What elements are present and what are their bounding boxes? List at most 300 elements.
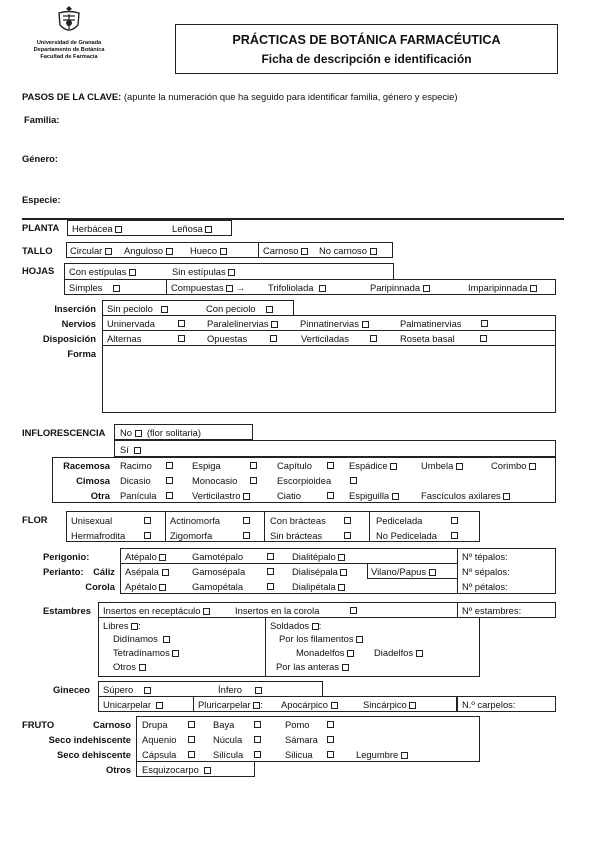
option-soldados[interactable]: Soldados : [270,620,322,631]
alternas-label: Alternas [107,333,142,344]
nucula-label: Núcula [213,734,243,745]
steps-line [22,92,457,101]
gamopetala-label: Gamopétala [192,581,244,592]
paripinnada-label: Paripinnada [370,282,421,293]
option-unicarpelar[interactable] [103,700,163,709]
unisexual-label: Unisexual [71,515,113,526]
racemosa-label: Racemosa [63,460,110,471]
option-pinnatinervias[interactable] [300,319,369,328]
planta-label: PLANTA [22,222,60,233]
option-gamotepalo[interactable] [192,552,243,561]
option-paralelinervias[interactable] [207,319,278,328]
verticiladas-checkbox[interactable] [370,335,377,342]
supero-checkbox[interactable] [144,687,151,694]
verticiladas-label: Verticiladas [301,333,349,344]
option-unisexual[interactable] [71,516,112,525]
university-name: Universidad de Granada [36,40,102,46]
option-capsula[interactable] [142,750,176,759]
monadelfos-checkbox[interactable] [347,650,354,657]
page-subtitle: Ficha de descripción e identificación [261,52,472,66]
didinamos-checkbox[interactable] [163,636,170,643]
dialitepalo-label: Dialitépalo [292,551,336,562]
imparipinnada-checkbox[interactable] [530,285,537,292]
panicula-label: Panícula [120,490,157,501]
uninervada-label: Uninervada [107,318,155,329]
dicasio-checkbox[interactable] [166,477,173,484]
insercion-label: Inserción [54,303,96,314]
option-didinamos[interactable] [113,634,170,643]
atepalo-checkbox[interactable] [159,554,166,561]
por-anteras-checkbox[interactable] [342,664,349,671]
university-crest-icon [55,5,83,35]
fasciculos-checkbox[interactable] [503,493,510,500]
option-opuestas[interactable] [207,334,247,343]
libres-checkbox[interactable] [131,623,138,630]
option-otros-estambres[interactable] [113,662,146,671]
option-hermafrodita[interactable] [71,531,125,540]
monocasio-checkbox[interactable] [250,477,257,484]
dialipetala-label: Dialipétala [292,581,336,592]
option-monocasio[interactable] [192,476,237,485]
unicarpelar-checkbox[interactable] [156,702,163,709]
option-actinomorfa[interactable] [170,516,220,525]
trifoliolada-checkbox[interactable] [319,285,326,292]
caliz-label: Cáliz [93,566,115,577]
otra-label: Otra [90,490,110,501]
especie-label: Especie: [22,194,61,205]
espiguilla-checkbox[interactable] [392,493,399,500]
no-carnoso-checkbox[interactable] [370,248,377,255]
ciatio-checkbox[interactable] [327,492,334,499]
option-libres[interactable]: Libres : [103,620,141,631]
silicula-label: Silícula [213,749,244,760]
option-espiga[interactable] [192,461,221,470]
por-filamentos-label: Por los filamentos [279,633,354,644]
con-estipulas-checkbox[interactable] [129,269,136,276]
compuestas-checkbox[interactable] [226,285,233,292]
drupa-checkbox[interactable] [188,721,195,728]
monocasio-label: Monocasio [192,475,238,486]
con-estipulas-label: Con estípulas [69,266,127,277]
infero-checkbox[interactable] [255,687,262,694]
steps-instruction: (apunte la numeración que ha seguido para identificar familia, género y especie) [123,91,458,102]
pomo-label: Pomo [285,719,310,730]
sin-peciolo-checkbox[interactable] [161,306,168,313]
option-zigomorfa[interactable] [170,531,212,540]
espiguilla-label: Espiguilla [349,490,390,501]
option-asepala[interactable] [125,567,169,576]
option-diadelfos[interactable] [374,648,423,657]
sin-bracteas-checkbox[interactable] [344,532,351,539]
espiga-checkbox[interactable] [250,462,257,469]
n-sepalos-label: Nº sépalos: [462,566,510,577]
asepala-label: Asépala [125,566,159,577]
familia-label: Familia: [24,114,60,125]
racimo-checkbox[interactable] [166,462,173,469]
drupa-label: Drupa [142,719,168,730]
option-verticilastro[interactable] [192,491,250,500]
option-supero[interactable] [103,685,151,694]
actinomorfa-label: Actinomorfa [170,515,221,526]
option-lenosa[interactable] [172,224,212,233]
forma-field[interactable] [102,345,556,413]
gamotepalo-label: Gamotépalo [192,551,244,562]
baya-label: Baya [213,719,235,730]
option-escorpioidea[interactable] [277,476,331,485]
n-tepalos-label: Nº tépalos: [462,551,508,562]
perigonio-label: Perigonio: [43,551,90,562]
gamopetala-checkbox[interactable] [267,583,274,590]
herbacea-label: Herbácea [72,223,113,234]
sin-peciolo-label: Sin peciolo [107,303,153,314]
no-pedicelada-label: No Pedicelada [376,530,437,541]
option-por-filamentos[interactable] [279,634,363,643]
capsula-checkbox[interactable] [188,751,195,758]
option-trifoliolada[interactable] [268,283,326,292]
con-bracteas-checkbox[interactable] [344,517,351,524]
con-peciolo-checkbox[interactable] [266,306,273,313]
option-ciatio[interactable] [277,491,301,500]
estambres-label: Estambres [43,605,91,616]
otros-estambres-checkbox[interactable] [139,664,146,671]
zigomorfa-label: Zigomorfa [170,530,213,541]
option-uninervada[interactable] [107,319,155,328]
n-estambres-label: Nº estambres: [462,605,522,616]
option-pedicelada[interactable] [376,516,422,525]
supero-label: Súpero [103,684,134,695]
title-box [175,24,558,74]
asepala-checkbox[interactable] [162,569,169,576]
paralelinervias-label: Paralelinervias [207,318,269,329]
option-no-carnoso[interactable] [319,246,377,255]
opuestas-label: Opuestas [207,333,248,344]
dicasio-label: Dicasio [120,475,151,486]
soldados-checkbox[interactable] [312,623,319,630]
aquenio-checkbox[interactable] [188,736,195,743]
panicula-checkbox[interactable] [166,492,173,499]
capsula-label: Cápsula [142,749,177,760]
infl-no-label: No [120,427,132,438]
esquizocarpo-label: Esquizocarpo [142,764,199,775]
umbela-checkbox[interactable] [456,463,463,470]
escorpioidea-checkbox[interactable] [350,477,357,484]
seco-indehiscente-label: Seco indehiscente [48,734,131,745]
diadelfos-label: Diadelfos [374,647,414,658]
department-name: Departamento de Botánica [33,47,105,53]
insertos-corola-checkbox[interactable] [350,607,357,614]
option-roseta[interactable] [400,334,455,343]
pedicelada-checkbox[interactable] [451,517,458,524]
perianto-label: Perianto: [43,566,84,577]
option-simples[interactable] [69,283,120,292]
nucula-checkbox[interactable] [254,736,261,743]
ciatio-label: Ciatio [277,490,301,501]
option-hueco[interactable] [190,246,227,255]
page-title: PRÁCTICAS DE BOTÁNICA FARMACÉUTICA [232,33,501,47]
option-samara[interactable] [285,735,318,744]
unisexual-checkbox[interactable] [144,517,151,524]
con-peciolo-label: Con peciolo [206,303,256,314]
option-imparipinnada[interactable] [468,283,537,292]
umbela-label: Umbela [421,460,454,471]
verticilastro-label: Verticilastro [192,490,241,501]
escorpioidea-label: Escorpioidea [277,475,332,486]
samara-label: Sámara [285,734,318,745]
gamosepala-checkbox[interactable] [267,568,274,575]
pluricarpelar-checkbox[interactable] [253,702,260,709]
circular-label: Circular [70,245,103,256]
n-petalos-label: Nº pétalos: [462,581,508,592]
vilano-label: Vilano/Papus [371,566,427,577]
option-sin-peciolo[interactable] [107,304,168,313]
option-infl-si[interactable] [120,445,141,454]
option-legumbre[interactable] [356,750,408,759]
sincarpico-label: Sincárpico [363,699,407,710]
tetradinamos-checkbox[interactable] [172,650,179,657]
option-silicula[interactable] [213,750,243,759]
option-dialipetala[interactable] [292,582,345,591]
roseta-checkbox[interactable] [480,335,487,342]
infl-si-label: Sí [120,444,129,455]
zigomorfa-checkbox[interactable] [243,532,250,539]
option-con-peciolo[interactable] [206,304,273,313]
espadice-checkbox[interactable] [390,463,397,470]
insertos-corola-label: Insertos en la corola [235,605,320,616]
trifoliolada-label: Trifoliolada [268,282,314,293]
option-tetradinamos[interactable] [113,648,179,657]
didinamos-label: Didínamos [113,633,158,644]
option-infl-no[interactable] [120,428,201,437]
option-dialitepalo[interactable] [292,552,345,561]
hueco-label: Hueco [190,245,218,256]
por-anteras-label: Por las anteras [276,661,340,672]
gineceo-label: Gineceo [53,684,90,695]
option-sin-bracteas[interactable] [270,531,322,540]
verticilastro-checkbox[interactable] [243,493,250,500]
sincarpico-checkbox[interactable] [409,702,416,709]
lenosa-label: Leñosa [172,223,203,234]
silicula-checkbox[interactable] [254,751,261,758]
pluricarpelar-label: Pluricarpelar [198,699,251,710]
pinnatinervias-label: Pinnatinervias [300,318,359,329]
option-aquenio[interactable] [142,735,176,744]
option-monadelfos[interactable] [296,648,354,657]
option-pluricarpelar[interactable]: Pluricarpelar : [198,699,263,710]
option-paripinnada[interactable] [370,283,430,292]
espadice-label: Espádice [349,460,388,471]
forma-label: Forma [67,348,96,359]
gamosepala-label: Gamosépala [192,566,246,577]
option-por-anteras[interactable] [276,662,349,671]
monadelfos-label: Monadelfos [296,647,345,658]
option-pomo[interactable] [285,720,310,729]
option-circular[interactable] [70,246,112,255]
option-gamopetala[interactable] [192,582,243,591]
silicua-checkbox[interactable] [327,751,334,758]
roseta-label: Roseta basal [400,333,455,344]
dialitepalo-checkbox[interactable] [338,554,345,561]
option-no-pedicelada[interactable] [376,531,437,540]
option-sin-estipulas[interactable] [172,267,235,276]
flor-label: FLOR [22,514,48,525]
option-atepalo[interactable] [125,552,166,561]
option-con-estipulas[interactable] [69,267,136,276]
esquizocarpo-checkbox[interactable] [204,767,211,774]
option-fasciculos[interactable] [421,491,510,500]
palmatinervias-checkbox[interactable] [481,320,488,327]
otros-fruto-label: Otros [105,764,131,775]
pinnatinervias-checkbox[interactable] [362,321,369,328]
vilano-checkbox[interactable] [429,569,436,576]
cimosa-label: Cimosa [76,475,110,486]
option-verticiladas[interactable] [301,334,349,343]
insertos-receptaculo-label: Insertos en receptáculo [103,605,201,616]
option-baya[interactable] [213,720,234,729]
corimbo-checkbox[interactable] [529,463,536,470]
option-insertos-receptaculo[interactable] [103,606,210,615]
option-corimbo[interactable] [491,461,536,470]
paralelinervias-checkbox[interactable] [271,321,278,328]
samara-checkbox[interactable] [327,736,334,743]
sin-bracteas-label: Sin brácteas [270,530,323,541]
pomo-checkbox[interactable] [327,721,334,728]
racimo-label: Racimo [120,460,152,471]
simples-label: Simples [69,282,103,293]
libres-label: Libres [103,620,129,631]
infl-si-box [114,440,556,457]
option-vilano[interactable] [371,567,436,576]
option-anguloso[interactable] [124,246,173,255]
herbacea-checkbox[interactable] [115,226,122,233]
option-carnoso-tallo[interactable] [263,246,308,255]
infl-no-checkbox[interactable] [135,430,142,437]
carnoso-tallo-checkbox[interactable] [301,248,308,255]
disposicion-label: Disposición [42,333,96,344]
option-apocarpico[interactable] [281,700,338,709]
apetalo-label: Apétalo [125,581,157,592]
imparipinnada-label: Imparipinnada [468,282,528,293]
actinomorfa-checkbox[interactable] [243,517,250,524]
infero-label: Ínfero [218,684,242,695]
soldados-label: Soldados [270,620,310,631]
option-nucula[interactable] [213,735,242,744]
uninervada-checkbox[interactable] [178,320,185,327]
option-dialisepala[interactable] [292,567,347,576]
no-pedicelada-checkbox[interactable] [451,532,458,539]
dialipetala-checkbox[interactable] [338,584,345,591]
option-racimo[interactable] [120,461,152,470]
option-umbela[interactable] [421,461,463,470]
corola-label: Corola [85,581,115,592]
hojas-label: HOJAS [22,265,55,276]
sin-estipulas-label: Sin estípulas [172,266,226,277]
corimbo-label: Corimbo [491,460,527,471]
baya-checkbox[interactable] [254,721,261,728]
compuestas-label: Compuestas [171,282,224,293]
apocarpico-checkbox[interactable] [331,702,338,709]
option-espiguilla[interactable] [349,491,399,500]
option-gamosepala[interactable] [192,567,245,576]
pedicelada-label: Pedicelada [376,515,423,526]
option-espadice[interactable] [349,461,397,470]
circular-checkbox[interactable] [105,248,112,255]
gamotepalo-checkbox[interactable] [267,553,274,560]
hueco-checkbox[interactable] [220,248,227,255]
unicarpelar-label: Unicarpelar [103,699,151,710]
carnoso-fruto-label: Carnoso [92,719,131,730]
capitulo-label: Capítulo [277,460,312,471]
atepalo-label: Atépalo [125,551,157,562]
palmatinervias-label: Palmatinervias [400,318,462,329]
option-palmatinervias[interactable] [400,319,461,328]
hermafrodita-label: Hermafrodita [71,530,126,541]
option-alternas[interactable] [107,334,141,343]
simples-checkbox[interactable] [113,285,120,292]
apocarpico-label: Apocárpico [281,699,328,710]
option-compuestas[interactable] [171,283,245,292]
alternas-checkbox[interactable] [178,335,185,342]
opuestas-checkbox[interactable] [270,335,277,342]
legumbre-checkbox[interactable] [401,752,408,759]
seco-dehiscente-label: Seco dehiscente [57,749,131,760]
faculty-name: Facultad de Farmacia [40,54,98,60]
flor-solitaria-label: (flor solitaria) [146,427,201,438]
apetalo-checkbox[interactable] [159,584,166,591]
option-insertos-corola[interactable] [235,606,319,615]
espiga-label: Espiga [192,460,221,471]
fruto-label: FRUTO [22,719,55,730]
option-sincarpico[interactable] [363,700,416,709]
diadelfos-checkbox[interactable] [416,650,423,657]
dialisepala-checkbox[interactable] [340,569,347,576]
option-herbacea[interactable] [72,224,122,233]
capitulo-checkbox[interactable] [327,462,334,469]
carnoso-tallo-label: Carnoso [263,245,299,256]
arrow-icon: → [235,282,246,293]
anguloso-checkbox[interactable] [166,248,173,255]
fasciculos-label: Fascículos axilares [421,490,501,501]
legumbre-label: Legumbre [356,749,399,760]
otros-estambres-label: Otros [113,661,136,672]
option-apetalo[interactable] [125,582,166,591]
option-capitulo[interactable] [277,461,312,470]
steps-label: PASOS DE LA CLAVE: [22,91,122,102]
sin-estipulas-checkbox[interactable] [228,269,235,276]
n-carpelos-label: N.º carpelos: [462,699,516,710]
option-con-bracteas[interactable] [270,516,326,525]
option-dicasio[interactable] [120,476,151,485]
nervios-label: Nervios [61,318,96,329]
option-esquizocarpo[interactable] [142,765,211,774]
option-drupa[interactable] [142,720,168,729]
tallo-label: TALLO [22,245,53,256]
por-filamentos-checkbox[interactable] [356,636,363,643]
insertos-receptaculo-checkbox[interactable] [203,608,210,615]
infl-si-checkbox[interactable] [134,447,141,454]
lenosa-checkbox[interactable] [205,226,212,233]
hermafrodita-checkbox[interactable] [144,532,151,539]
option-infero[interactable] [218,685,262,694]
genero-label: Género: [22,153,58,164]
option-panicula[interactable] [120,491,156,500]
paripinnada-checkbox[interactable] [423,285,430,292]
dialisepala-label: Dialisépala [292,566,338,577]
con-bracteas-label: Con brácteas [270,515,326,526]
option-silicua[interactable] [285,750,313,759]
tetradinamos-label: Tetradínamos [113,647,170,658]
aquenio-label: Aquenio [142,734,177,745]
silicua-label: Silicua [285,749,313,760]
